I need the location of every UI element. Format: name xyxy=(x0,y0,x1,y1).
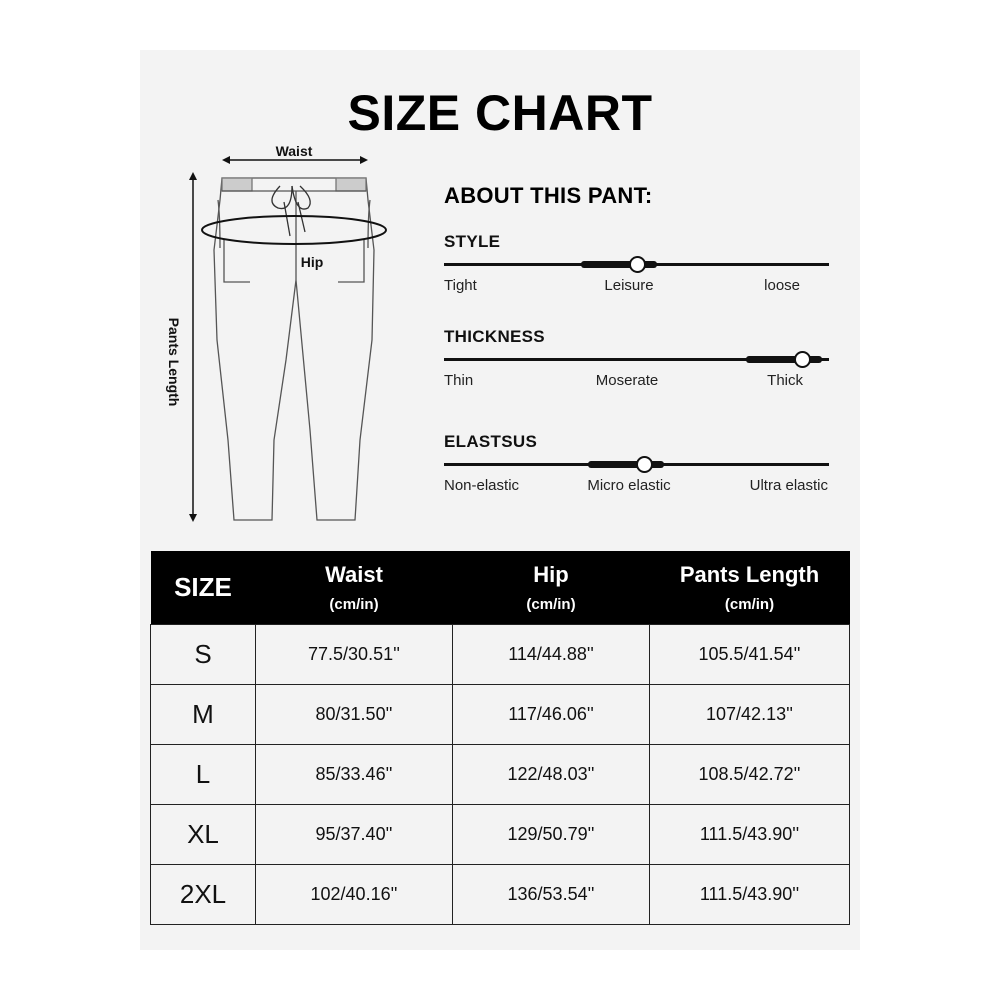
length-cell: 107/42.13'' xyxy=(650,684,850,744)
table-row xyxy=(151,624,850,684)
scale-knob xyxy=(629,256,646,273)
hip-measure-ellipse xyxy=(202,216,386,244)
scale-label-low: Tight xyxy=(444,277,477,294)
scale-label-high: Ultra elastic xyxy=(749,477,828,494)
waist-cell: 80/31.50'' xyxy=(256,684,453,744)
waist-cell: 95/37.40'' xyxy=(256,804,453,864)
scale-label-low: Thin xyxy=(444,372,474,389)
length-cell: 108.5/42.72'' xyxy=(650,744,850,804)
waist-cell: 102/40.16'' xyxy=(256,864,453,924)
scale-label-mid: Micro elastic xyxy=(587,477,671,494)
hip-cell: 136/53.54'' xyxy=(453,864,650,924)
scale-track xyxy=(444,358,829,361)
length-cell: 111.5/43.90'' xyxy=(650,804,850,864)
table-row xyxy=(151,804,850,864)
length-cell: 105.5/41.54'' xyxy=(650,624,850,684)
pants-outline xyxy=(214,178,374,520)
pants-length-label: Pants Length xyxy=(166,317,182,407)
about-section-title xyxy=(444,183,844,209)
hip-cell: 117/46.06'' xyxy=(453,684,650,744)
hip-cell: 114/44.88'' xyxy=(453,624,650,684)
pants-illustration xyxy=(160,140,400,530)
waist-cell: 77.5/30.51'' xyxy=(256,624,453,684)
column-header-hip: Hip (cm/in) xyxy=(453,551,650,624)
scale-title: STYLE xyxy=(444,232,501,251)
scale-title: THICKNESS xyxy=(444,327,545,346)
waist-label: Waist xyxy=(275,143,313,159)
pants-diagram xyxy=(160,140,400,530)
about-title: ABOUT THIS PANT: xyxy=(444,183,653,208)
hip-label: Hip xyxy=(300,254,324,270)
scale-track xyxy=(444,263,829,266)
scale-label-mid: Moserate xyxy=(595,372,659,389)
hip-cell: 122/48.03'' xyxy=(453,744,650,804)
size-cell: L xyxy=(151,744,256,804)
size-cell: XL xyxy=(151,804,256,864)
page-title: SIZE CHART xyxy=(347,85,653,141)
scale-label-low: Non-elastic xyxy=(444,477,520,494)
hip-cell: 129/50.79'' xyxy=(453,804,650,864)
scale-track xyxy=(444,463,829,466)
column-header-pants-length: Pants Length (cm/in) xyxy=(650,551,850,624)
waist-cell: 85/33.46'' xyxy=(256,744,453,804)
size-cell: S xyxy=(151,624,256,684)
length-cell: 111.5/43.90'' xyxy=(650,864,850,924)
scale-label-mid: Leisure xyxy=(604,277,654,294)
length-measure-arrow xyxy=(189,172,197,522)
size-cell: 2XL xyxy=(151,864,256,924)
table-row xyxy=(151,744,850,804)
scale-title: ELASTSUS xyxy=(444,432,538,451)
table-header-row xyxy=(151,551,850,624)
size-cell: M xyxy=(151,684,256,744)
column-header-waist: Waist (cm/in) xyxy=(256,551,453,624)
scale-knob xyxy=(794,351,811,368)
table-row xyxy=(151,864,850,924)
column-header-size: SIZE xyxy=(151,551,256,624)
scale-label-high: loose xyxy=(764,277,800,294)
scale-label-high: Thick xyxy=(767,372,803,389)
table-row xyxy=(151,684,850,744)
size-table xyxy=(150,551,850,925)
